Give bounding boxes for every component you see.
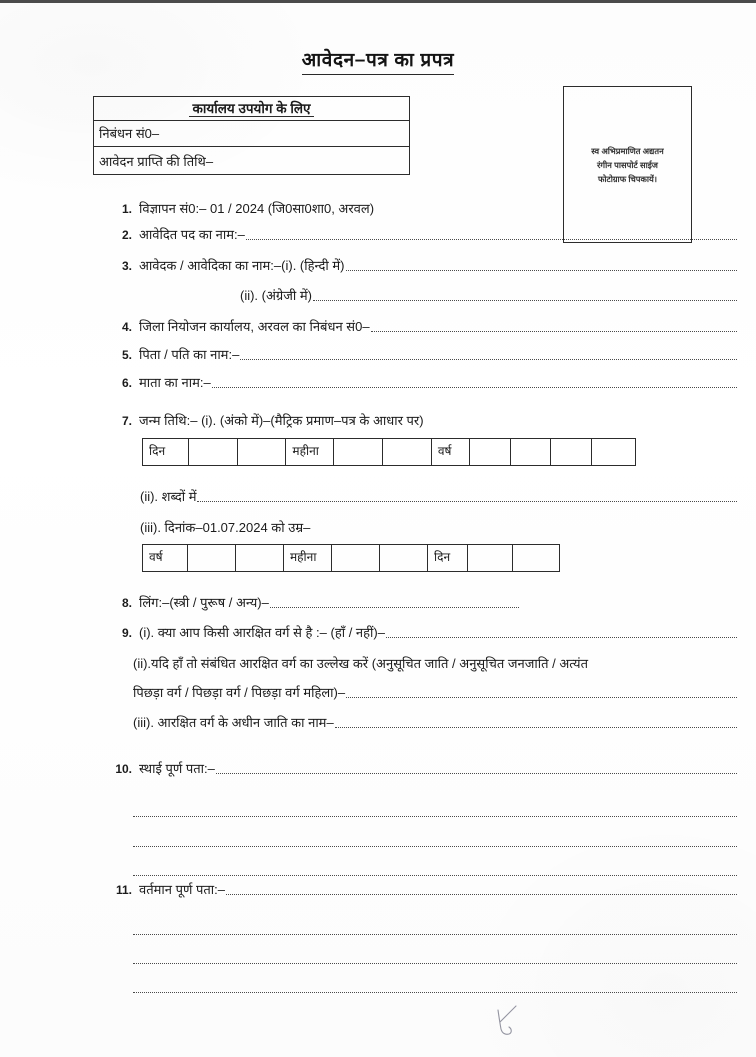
item-11-address-line-2[interactable] xyxy=(133,921,737,935)
age-day-cell-2[interactable] xyxy=(513,545,559,571)
item-9-label-ii-part-b: पिछड़ा वर्ग / पिछड़ा वर्ग / पिछड़ा वर्ग महिला)– xyxy=(133,685,346,700)
item-10-answer-blank[interactable] xyxy=(216,760,737,774)
item-3-english-answer-blank[interactable] xyxy=(313,287,737,301)
item-3-label-hindi: आवेदक / आवेदिका का नाम:–(i). (हिन्दी में) xyxy=(139,258,345,273)
dob-month-label: महीना xyxy=(286,439,334,465)
item-9-label-iii: (iii). आरक्षित वर्ग के अधीन जाति का नाम– xyxy=(133,715,334,730)
item-7-dob-in-words[interactable] xyxy=(140,488,737,505)
age-month-label: महीना xyxy=(284,545,332,571)
office-use-heading xyxy=(94,97,409,121)
item-9-label-i: (i). क्या आप किसी आरक्षित वर्ग से है :– (हाँ / नहीं)– xyxy=(139,625,385,640)
item-8-gender[interactable] xyxy=(113,594,519,612)
registration-number-field[interactable] xyxy=(94,121,409,147)
page-title xyxy=(0,46,756,75)
dob-year-cell-3[interactable] xyxy=(551,439,592,465)
item-4-answer-blank[interactable] xyxy=(371,318,737,332)
item-1-advertisement-number xyxy=(113,200,633,218)
item-2-answer-blank[interactable] xyxy=(246,226,737,240)
age-day-label: दिन xyxy=(428,545,468,571)
item-9-reserved-category-detail-line1 xyxy=(133,655,737,672)
item-3-applicant-name-english[interactable] xyxy=(240,287,737,304)
office-use-box xyxy=(93,96,410,175)
age-grid[interactable] xyxy=(142,544,560,572)
dob-year-cell-2[interactable] xyxy=(511,439,552,465)
dob-year-cell-1[interactable] xyxy=(470,439,511,465)
item-7-number: 7. xyxy=(121,414,132,428)
office-use-heading-text: कार्यालय उपयोग के लिए xyxy=(189,101,315,117)
dob-year-cell-4[interactable] xyxy=(592,439,635,465)
dob-month-cell-2[interactable] xyxy=(383,439,432,465)
scan-top-edge xyxy=(0,0,756,3)
age-year-cell-2[interactable] xyxy=(236,545,284,571)
item-1-label: विज्ञापन सं0:– 01 / 2024 (जि0सा0शा0, अरवल) xyxy=(139,201,375,216)
dob-day-cell-2[interactable] xyxy=(238,439,287,465)
dob-month-cell-1[interactable] xyxy=(334,439,383,465)
receipt-date-label: आवेदन प्राप्ति की तिथि– xyxy=(99,154,214,169)
dob-year-label: वर्ष xyxy=(432,439,470,465)
item-10-label: स्थाई पूर्ण पता:– xyxy=(139,761,215,776)
age-year-cell-1[interactable] xyxy=(188,545,236,571)
photograph-instruction-line-1: स्व अभिप्रमाणित अद्यतन xyxy=(591,145,664,156)
age-year-label: वर्ष xyxy=(143,545,188,571)
signature-mark xyxy=(487,1004,527,1040)
item-10-permanent-address[interactable] xyxy=(113,760,737,778)
item-6-label: माता का नाम:– xyxy=(139,375,211,390)
item-2-post-applied-for[interactable] xyxy=(113,226,737,244)
dob-day-cell-1[interactable] xyxy=(189,439,238,465)
item-5-answer-blank[interactable] xyxy=(240,346,737,360)
item-8-label: लिंग:–(स्त्री / पुरूष / अन्य)– xyxy=(139,595,269,610)
item-9-iii-answer-blank[interactable] xyxy=(335,714,737,728)
item-9-reserved-category-yes-no[interactable] xyxy=(113,624,737,642)
item-9-i-answer-blank[interactable] xyxy=(386,624,737,638)
item-3-number: 3. xyxy=(121,259,132,273)
photograph-box[interactable] xyxy=(563,86,692,243)
item-2-label: आवेदित पद का नाम:– xyxy=(139,227,245,242)
item-7-in-words-label: (ii). शब्दों में xyxy=(140,489,197,504)
page-title-text: आवेदन–पत्र का प्रपत्र xyxy=(302,46,454,75)
date-of-birth-grid[interactable] xyxy=(142,438,636,466)
item-1-number: 1. xyxy=(121,202,132,216)
item-11-address-line-3[interactable] xyxy=(133,950,737,964)
photograph-instruction xyxy=(584,144,670,186)
age-month-cell-2[interactable] xyxy=(380,545,428,571)
item-10-number: 10. xyxy=(115,762,132,776)
item-9-number: 9. xyxy=(121,626,132,640)
item-5-number: 5. xyxy=(121,348,132,362)
item-8-number: 8. xyxy=(121,596,132,610)
item-10-address-line-4[interactable] xyxy=(133,862,737,876)
item-7-age-as-on-date xyxy=(140,519,540,536)
item-10-address-line-3[interactable] xyxy=(133,833,737,847)
item-9-reserved-category-detail-line2[interactable] xyxy=(133,684,737,701)
dob-day-label: दिन xyxy=(143,439,189,465)
item-7-age-label: (iii). दिनांक–01.07.2024 को उम्र– xyxy=(140,520,311,535)
item-9-caste-name[interactable] xyxy=(133,714,737,731)
item-7-label: जन्म तिथि:– (i). (अंको में)–(मैट्रिक प्रमाण–पत्र के आधार पर) xyxy=(139,413,424,428)
item-4-employment-office-registration[interactable] xyxy=(113,318,737,336)
item-7-date-of-birth xyxy=(113,412,673,430)
age-day-cell-1[interactable] xyxy=(468,545,513,571)
item-11-number: 11. xyxy=(115,883,132,897)
item-9-label-ii-part-a: (ii).यदि हाँ तो संबंधित आरक्षित वर्ग का उल्लेख करें (अनुसूचित जाति / अनुसूचित जनजाति / अत्यंत xyxy=(133,656,588,671)
item-4-number: 4. xyxy=(121,320,132,334)
item-5-father-or-husband-name[interactable] xyxy=(113,346,737,364)
item-11-address-line-4[interactable] xyxy=(133,979,737,993)
item-8-answer-blank[interactable] xyxy=(270,594,519,608)
item-3-applicant-name-hindi[interactable] xyxy=(113,257,737,275)
item-9-ii-answer-blank[interactable] xyxy=(346,684,737,698)
item-7-in-words-blank[interactable] xyxy=(197,488,737,502)
item-3-hindi-answer-blank[interactable] xyxy=(346,257,737,271)
item-2-number: 2. xyxy=(121,228,132,242)
item-5-label: पिता / पति का नाम:– xyxy=(139,347,240,362)
item-11-answer-blank[interactable] xyxy=(226,881,737,895)
registration-number-label: निबंधन सं0– xyxy=(99,126,160,141)
receipt-date-field[interactable] xyxy=(94,147,409,174)
item-6-mother-name[interactable] xyxy=(113,374,737,392)
item-10-address-line-2[interactable] xyxy=(133,803,737,817)
age-month-cell-1[interactable] xyxy=(332,545,380,571)
item-4-label: जिला नियोजन कार्यालय, अरवल का निबंधन सं0– xyxy=(139,319,370,334)
item-6-number: 6. xyxy=(121,376,132,390)
photograph-instruction-line-3: फोटोग्राफ चिपकायें। xyxy=(597,173,657,184)
photograph-instruction-line-2: रंगीन पासपोर्ट साईज xyxy=(597,159,658,170)
item-11-label: वर्तमान पूर्ण पता:– xyxy=(139,882,226,897)
item-11-present-address[interactable] xyxy=(113,881,737,899)
item-3-label-english: (ii). (अंग्रेजी में) xyxy=(240,288,312,303)
item-6-answer-blank[interactable] xyxy=(212,374,737,388)
